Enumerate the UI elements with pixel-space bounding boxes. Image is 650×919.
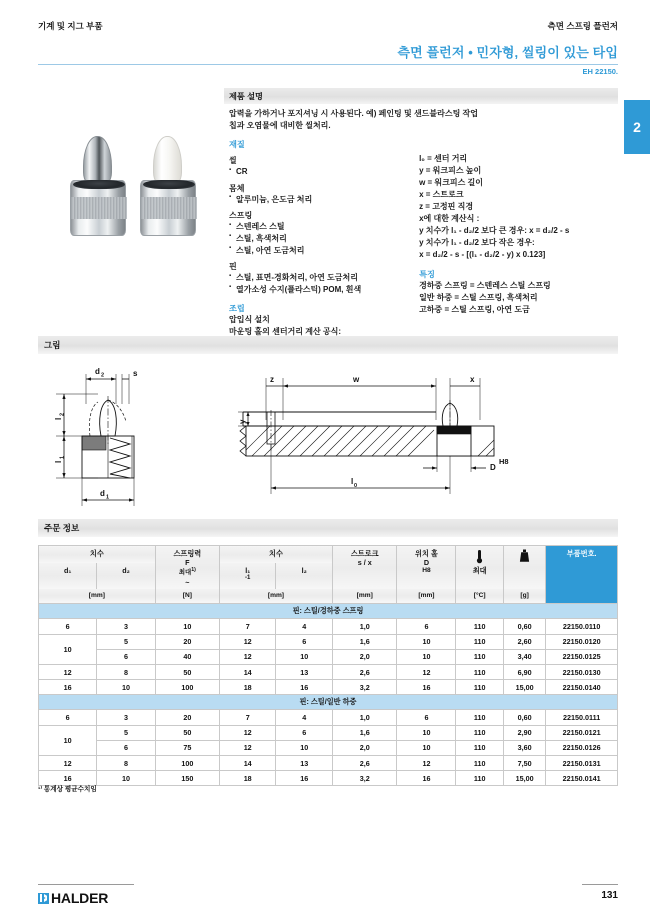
halder-logo-icon [38,893,49,904]
cell-part-number[interactable]: 22150.0126 [546,740,618,755]
formula-column [419,131,613,350]
table-header-row [39,546,618,563]
th-stroke [332,546,397,589]
cell-part-number[interactable]: 22150.0140 [546,680,618,695]
cell-temp: 110 [456,710,503,725]
order-section-band: 주문 정보 [38,519,618,537]
th-dimensions-1 [39,546,156,563]
th-temperature [456,546,503,589]
svg-text:d: d [100,489,105,498]
chapter-tab[interactable]: 2 [624,100,650,154]
cell-l2: 16 [276,771,333,786]
th-symbol: d₁ [63,565,72,575]
svg-text:w: w [353,375,360,384]
cell-temp: 110 [456,725,503,740]
th-symbol-d: D [423,558,430,568]
th-label: 치수 [89,549,104,558]
cell-part-number[interactable]: 22150.0121 [546,725,618,740]
cell-weight: 2,60 [503,634,545,649]
seal-heading: 씰 [229,156,237,166]
cell-weight: 0,60 [503,710,545,725]
th-symbol-f: F [185,558,190,568]
feature-line: 일반 하중 = 스틸 스프링, 흑색처리 [419,293,538,303]
cell-d1: 12 [39,755,97,770]
svg-text:0: 0 [354,483,358,489]
svg-text:s: s [133,369,138,378]
cell-weight: 0,60 [503,619,545,634]
cell-d2: 3 [97,710,155,725]
th-symbol: l₂ [301,565,307,575]
cell-l2: 4 [276,619,333,634]
spring-list [229,221,409,256]
cell-l2: 6 [276,634,333,649]
cell-d1: 10 [39,725,97,755]
cell-stroke: 2,6 [332,664,397,679]
cell-stroke: 2,0 [332,740,397,755]
plunger-plastic-pin [140,126,200,236]
cell-temp: 110 [456,680,503,695]
cell-d1: 10 [39,634,97,664]
th-label: 스트로크 [350,549,379,558]
description-line-1: 압력을 가하거나 포지셔닝 시 사용된다. 예) 페인팅 및 샌드블라스팅 작업 [229,109,478,118]
list-item: ▪ 알루미늄, 은도금 처리 [229,194,409,206]
svg-text:y: y [238,419,247,424]
table-footnote: ¹⁾ 통계상 평균수치임 [38,786,97,793]
table-row[interactable] [39,755,618,770]
assembly-line-1: 압입식 설치 [229,315,270,325]
footer-divider-right [582,884,618,885]
cell-weight: 3,60 [503,740,545,755]
cell-temp: 110 [456,619,503,634]
th-l2 [276,563,333,589]
cell-stroke: 1,0 [332,619,397,634]
th-unit-gram: [g] [503,589,545,604]
cell-l1: 7 [219,710,276,725]
cell-d1: 16 [39,680,97,695]
cell-d2: 5 [97,634,155,649]
cell-temp: 110 [456,634,503,649]
cell-weight: 15,00 [503,680,545,695]
cell-hole: 16 [397,771,456,786]
th-unit-mm: [mm] [39,589,156,604]
body-heading: 몸체 [229,183,245,193]
table-body [39,604,618,786]
knurl-band-icon [141,197,197,219]
description-panel [224,88,618,350]
cell-stroke: 3,2 [332,771,397,786]
cell-hole: 16 [397,680,456,695]
cell-temp: 110 [456,755,503,770]
group-label: 핀: 스틸/경하중 스프링 [39,604,618,619]
cell-force: 100 [155,680,219,695]
cell-l1: 14 [219,664,276,679]
cell-force: 40 [155,649,219,664]
plunger-steel-pin [70,126,130,236]
svg-text:H8: H8 [499,457,509,466]
formula-line: x = d₂/2 - s - [(l₁ - d₂/2 - y) x 0.123] [419,250,546,260]
cell-stroke: 1,6 [332,634,397,649]
table-row[interactable] [39,634,618,649]
svg-text:2: 2 [59,412,66,416]
cell-temp: 110 [456,771,503,786]
spring-heading: 스프링 [229,211,253,221]
th-tilde: ~ [185,577,190,587]
th-locating-hole [397,546,456,589]
assembly-line-2: 마운팅 홀의 센터거리 계산 공식: [229,327,342,337]
product-photo [48,88,220,223]
group-label: 핀: 스틸/일반 하중 [39,695,618,710]
cell-d2: 3 [97,619,155,634]
cell-hole: 10 [397,649,456,664]
drawing-section-band: 그림 [38,336,618,354]
features-heading: 특징 [419,270,435,280]
cell-part-number[interactable]: 22150.0130 [546,664,618,679]
cell-part-number[interactable]: 22150.0111 [546,710,618,725]
svg-text:z: z [270,375,274,384]
svg-text:l: l [54,460,63,463]
page-title: 측면 플런저 • 민자형, 씰링이 있는 타입 [397,45,618,60]
cell-hole: 10 [397,634,456,649]
th-unit-n: [N] [155,589,219,604]
description-line-2: 칩과 오염물에 대비한 씰처리. [229,120,331,130]
cell-d2: 6 [97,740,155,755]
cell-stroke: 3,2 [332,680,397,695]
description-text [224,104,618,131]
cell-force: 150 [155,771,219,786]
feature-line: 경하중 스프링 = 스텐레스 스틸 스프링 [419,281,551,291]
cell-hole: 10 [397,725,456,740]
running-head-right: 측면 스프링 플런저 [547,21,618,31]
cell-force: 20 [155,710,219,725]
th-label: 치수 [269,549,283,558]
table-row[interactable] [39,619,618,634]
cell-weight: 2,90 [503,725,545,740]
cell-force: 75 [155,740,219,755]
cell-hole: 6 [397,710,456,725]
page-title-block [38,45,618,76]
cell-d1: 16 [39,771,97,786]
cell-hole: 6 [397,619,456,634]
description-columns [224,131,618,350]
th-max-note: 최대$^{1)}$ [178,567,196,577]
weight-icon [505,549,544,564]
cell-stroke: 2,0 [332,649,397,664]
cell-l2: 10 [276,740,333,755]
drawing-svg [38,360,618,512]
cell-l1: 18 [219,771,276,786]
seal-list [229,166,409,178]
cell-d1: 6 [39,710,97,725]
th-symbol: l₁ [245,565,251,575]
th-spring-force [155,546,219,589]
formula-line: y 치수가 l₁ - d₂/2 보다 큰 경우: x = d₂/2 - s [419,226,570,236]
th-d2 [97,563,155,589]
cell-l2: 6 [276,725,333,740]
cell-force: 50 [155,664,219,679]
formula-line: z = 고정핀 직경 [419,202,474,212]
th-dimensions-2 [219,546,332,563]
cell-l1: 14 [219,755,276,770]
th-label: 부품번호. [566,549,597,558]
th-tolerance: -1 [245,575,251,582]
cell-temp: 110 [456,740,503,755]
cell-temp: 110 [456,664,503,679]
th-d1 [39,563,97,589]
running-head [38,20,618,32]
table-row[interactable] [39,740,618,755]
table-row[interactable] [39,680,618,695]
table-group-header [39,695,618,710]
svg-text:x: x [470,375,475,384]
cell-l2: 10 [276,649,333,664]
cell-stroke: 1,6 [332,725,397,740]
cell-l1: 7 [219,619,276,634]
list-item: ▪ CR [229,166,409,178]
svg-text:1: 1 [59,455,66,459]
cell-l1: 12 [219,634,276,649]
th-tolerance-h8: H8 [422,567,431,575]
cell-part-number[interactable]: 22150.0131 [546,755,618,770]
th-unit-mm: [mm] [332,589,397,604]
th-part-number [546,546,618,604]
product-code: EH 22150. [582,66,618,76]
body-list [229,194,409,206]
cell-force: 100 [155,755,219,770]
cell-part-number[interactable]: 22150.0141 [546,771,618,786]
pin-heading: 핀 [229,262,237,272]
cell-d1: 6 [39,619,97,634]
th-weight [503,546,545,589]
logo-text: HALDER [51,890,109,906]
svg-text:l: l [351,477,354,486]
svg-text:1: 1 [106,494,110,501]
cell-d1: 12 [39,664,97,679]
cell-d2: 10 [97,771,155,786]
cell-l2: 4 [276,710,333,725]
svg-text:d: d [95,367,100,376]
svg-text:2: 2 [101,372,105,379]
cell-force: 10 [155,619,219,634]
plunger-body-icon [140,180,196,236]
th-label: 위치 홀 [415,549,438,558]
pin-list [229,272,409,295]
cell-weight: 3,40 [503,649,545,664]
cell-l2: 13 [276,755,333,770]
running-head-left: 기계 및 지그 부품 [38,21,103,31]
th-unit-celsius: [°C] [456,589,503,604]
materials-column [229,131,409,350]
th-unit-mm: [mm] [219,589,332,604]
cell-hole: 10 [397,740,456,755]
footer-divider-left [38,884,134,885]
th-unit-mm: [mm] [397,589,456,604]
cell-l1: 12 [219,740,276,755]
th-max-label: 최대 [472,566,487,576]
assembly-heading: 조립 [229,304,245,314]
th-symbol-sx: s / x [357,558,372,568]
cell-part-number[interactable]: 22150.0125 [546,649,618,664]
cell-part-number[interactable]: 22150.0120 [546,634,618,649]
title-divider [38,64,618,65]
cell-d2: 6 [97,649,155,664]
cell-temp: 110 [456,649,503,664]
knurl-band-icon [71,197,127,219]
technical-drawings [38,360,618,512]
materials-heading: 재질 [229,140,245,150]
th-symbol: d₂ [122,565,130,575]
cell-d2: 8 [97,664,155,679]
th-label: 스프링력 [173,549,202,558]
company-logo [38,890,108,906]
cell-hole: 12 [397,755,456,770]
table-row[interactable] [39,664,618,679]
formula-line: y 치수가 l₁ - d₂/2 보다 작은 경우: [419,238,535,248]
svg-text:l: l [54,417,63,420]
thermometer-icon [457,549,501,565]
cell-force: 50 [155,725,219,740]
table-header-row-units [39,589,618,604]
table-group-header [39,604,618,619]
formula-line: y = 워크피스 높이 [419,166,482,176]
cell-part-number[interactable]: 22150.0110 [546,619,618,634]
cell-weight: 15,00 [503,771,545,786]
list-item: ▪ 열가소성 수지(플라스틱) POM, 흰색 [229,284,409,296]
table-row[interactable] [39,710,618,725]
cell-l2: 13 [276,664,333,679]
cell-l1: 18 [219,680,276,695]
list-item: ▪ 스틸, 표면-경화처리, 아연 도금처리 [229,272,409,284]
cell-l1: 12 [219,649,276,664]
description-band: 제품 설명 [224,88,618,104]
cell-d2: 8 [97,755,155,770]
cell-weight: 6,90 [503,664,545,679]
table-row[interactable] [39,725,618,740]
seal-collar-icon [73,180,125,189]
feature-line: 고하중 = 스틸 스프링, 아연 도금 [419,305,530,315]
svg-text:D: D [490,463,496,472]
cell-force: 20 [155,634,219,649]
cell-stroke: 1,0 [332,710,397,725]
formula-line: w = 워크피스 길이 [419,178,484,188]
cell-d2: 5 [97,725,155,740]
cell-weight: 7,50 [503,755,545,770]
formula-line: x = 스트로크 [419,190,464,200]
table-row[interactable] [39,649,618,664]
specification-table [38,545,618,786]
cell-l1: 12 [219,725,276,740]
cell-l2: 16 [276,680,333,695]
list-item: ▪ 스틸, 흑색처리 [229,233,409,245]
plunger-body-icon [70,180,126,236]
page-number: 131 [601,890,618,901]
cell-hole: 12 [397,664,456,679]
formula-line: x에 대한 계산식 : [419,214,480,224]
formula-line: l₀ = 센터 거리 [419,154,468,164]
cell-d2: 10 [97,680,155,695]
th-l1 [219,563,276,589]
list-item: ▪ 스텐레스 스틸 [229,221,409,233]
list-item: ▪ 스틸, 아연 도금처리 [229,245,409,257]
seal-collar-icon [143,180,195,189]
cell-stroke: 2,6 [332,755,397,770]
